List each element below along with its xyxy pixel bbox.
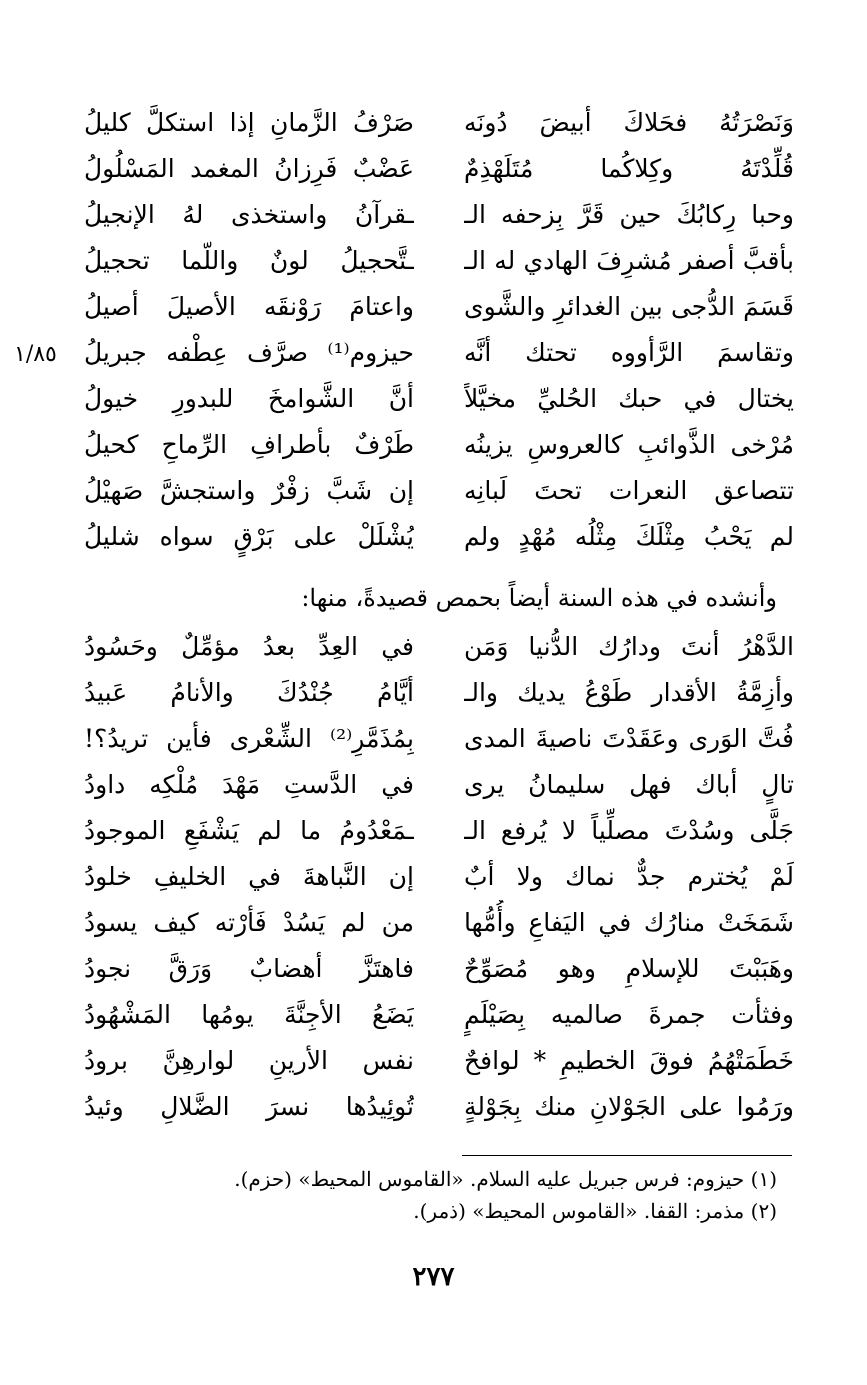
margin-reference: ١/٨٥ xyxy=(14,342,57,367)
verse-first-hemistich: جَلَّى وسُدْتَ مصلِّياً لا يُرفع الـ xyxy=(464,816,794,845)
verse-second-hemistich: يَضَعُ الأجِنَّةَ يومُها المَشْهُودُ xyxy=(84,1000,414,1029)
verse-line xyxy=(84,422,794,468)
verse-second-hemistich: من لم يَسُدْ فَأرْته كيف يسودُ xyxy=(84,908,414,937)
footnote-1: (١) حيزوم: فرس جبريل عليه السلام. «القاموس المحيط» (حزم). xyxy=(234,1167,777,1191)
verse-second-hemistich: يُشْلَلْ على بَرْقٍ سواه شليلُ xyxy=(84,522,414,551)
verse-first-hemistich: وفثأت جمرةَ صالميه بِصَيْلَمٍ xyxy=(464,1000,794,1029)
verse-line xyxy=(84,514,794,560)
verse-first-hemistich: يختال في حبك الحُليِّ مخيَّلاً xyxy=(464,384,794,413)
verse-line xyxy=(84,808,794,854)
verse-first-hemistich: خَطَمَتْهُمُ فوقَ الخطيمِ * لوافحٌ xyxy=(464,1046,794,1075)
footnote-2: (٢) مذمر: القفا. «القاموس المحيط» (ذمر). xyxy=(413,1199,777,1223)
verse-line xyxy=(84,762,794,808)
verse-first-hemistich: وأزِمَّةُ الأقدار طَوْعُ يديك والـ xyxy=(464,678,794,707)
verse-second-hemistich: أنَّ الشَّوامخَ للبدورِ خيولُ xyxy=(84,384,414,413)
verse-line xyxy=(84,330,794,376)
verse-second-hemistich: ـقرآنُ واستخذى لهُ الإنجيلُ xyxy=(84,200,414,229)
verse-line xyxy=(84,854,794,900)
verse-line xyxy=(84,284,794,330)
intro-line: وأنشده في هذه السنة أيضاً بحمص قصيدةً، منها: xyxy=(301,584,777,612)
verse-first-hemistich: قَسَمَ الدُّجى بين الغدائرِ والشَّوى xyxy=(464,292,794,321)
verse-line xyxy=(84,376,794,422)
verse-first-hemistich: لَمْ يُخترم جدٌّ نماك ولا أبٌ xyxy=(464,862,794,891)
verse-second-hemistich: طَرْفٌ بأطرافِ الرِّماحِ كحيلُ xyxy=(84,430,414,459)
verse-line xyxy=(84,624,794,670)
verse-second-hemistich: واعتامَ رَوْنقَه الأصيلَ أصيلُ xyxy=(84,292,414,321)
verse-line xyxy=(84,238,794,284)
verse-first-hemistich: وتقاسمَ الرَّأووه تحتك أنَّه xyxy=(464,338,794,367)
verse-first-hemistich: وَنَصْرَتُهُ فحَلاكَ أبيضَ دُونَه xyxy=(464,108,794,137)
verse-first-hemistich: لم يَحْبُ مِثْلَكَ مِثْلُه مُهْدٍ ولم xyxy=(464,522,794,551)
verse-first-hemistich: الدَّهْرُ أنتَ ودارُك الدُّنيا وَمَن xyxy=(464,632,794,661)
verse-first-hemistich: وحبا رِكابُكَ حين قَرَّ بِزحفه الـ xyxy=(464,200,794,229)
verse-first-hemistich: تتصاعق النعرات تحتَ لَبانِه xyxy=(464,476,794,505)
verse-line xyxy=(84,670,794,716)
verse-first-hemistich: فُتَّ الوَرى وعَقَدْتَ ناصيةَ المدى xyxy=(464,724,794,753)
verse-first-hemistich: مُرْخى الذَّوائبِ كالعروسِ يزينُه xyxy=(464,430,794,459)
verse-line xyxy=(84,468,794,514)
poem-first-block xyxy=(84,100,794,560)
verse-line xyxy=(84,946,794,992)
verse-first-hemistich: تالٍ أباك فهل سليمانُ يرى xyxy=(464,770,794,799)
verse-first-hemistich: شَمَخَتْ منارُك في اليَفاعِ وأُمُّها xyxy=(464,908,794,937)
verse-line xyxy=(84,146,794,192)
verse-first-hemistich: قُلِّدْتَهُ وكِلاكُما مُتَلَهْذِمٌ xyxy=(464,154,794,183)
verse-second-hemistich: صَرْفُ الزَّمانِ إذا استكلَّ كليلُ xyxy=(84,108,414,137)
verse-first-hemistich: وهَبَبْتَ للإسلامِ وهو مُصَوِّحٌ xyxy=(464,954,794,983)
verse-second-hemistich: في الدَّستِ مَهْدَ مُلْكِه داودُ xyxy=(84,770,414,799)
verse-second-hemistich: حيزوم⁽¹⁾ صرَّف عِطْفه جبريلُ xyxy=(84,338,414,367)
verse-line xyxy=(84,100,794,146)
verse-second-hemistich: في العِدِّ بعدُ مؤمِّلٌ وحَسُودُ xyxy=(84,632,414,661)
verse-second-hemistich: إن شَبَّ زفْرٌ واستجشَّ صَهيْلُ xyxy=(84,476,414,505)
verse-second-hemistich: ـمَعْدُومُ ما لم يَشْفَعِ الموجودُ xyxy=(84,816,414,845)
footnote-rule xyxy=(462,1155,792,1156)
verse-second-hemistich: فاهتَزَّ أهضابٌ وَرَقَّ نجودُ xyxy=(84,954,414,983)
verse-second-hemistich: نفس الأرينِ لوارهِنَّ برودُ xyxy=(84,1046,414,1075)
verse-second-hemistich: عَضْبٌ فَرِزانُ المغمد المَسْلُولُ xyxy=(84,154,414,183)
verse-first-hemistich: ورَمُوا على الجَوْلانِ منك بِجَوْلةٍ xyxy=(464,1092,794,1121)
verse-second-hemistich: ـتَّحجيلُ لونٌ واللّما تحجيلُ xyxy=(84,246,414,275)
verse-second-hemistich: تُوئِيدُها نسرَ الضَّلالِ وئيدُ xyxy=(84,1092,414,1121)
verse-second-hemistich: أيَّامُ جُنْدُكَ والأنامُ عَبيدُ xyxy=(84,678,414,707)
verse-line xyxy=(84,716,794,762)
verse-line xyxy=(84,1084,794,1130)
verse-first-hemistich: بأقبَّ أصفر مُشرِفَ الهادي له الـ xyxy=(464,246,794,275)
poem-second-block xyxy=(84,624,794,1130)
verse-line xyxy=(84,1038,794,1084)
verse-line xyxy=(84,192,794,238)
verse-line xyxy=(84,900,794,946)
verse-second-hemistich: بِمُذَمَّرِ⁽²⁾ الشِّعْرى فأين تريدُ؟! xyxy=(84,724,414,753)
verse-second-hemistich: إن النَّباهةَ في الخليفِ خلودُ xyxy=(84,862,414,891)
page-number: ٢٧٧ xyxy=(412,1262,455,1292)
verse-line xyxy=(84,992,794,1038)
